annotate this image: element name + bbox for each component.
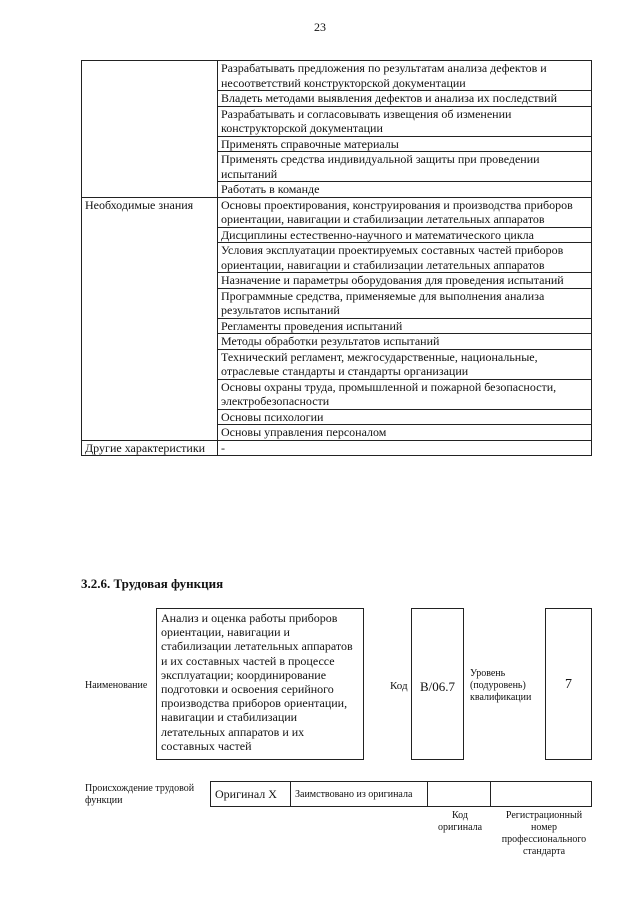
row-item: - — [218, 440, 592, 456]
reg-number-label: Регистрационный номер профессионального стандарта — [501, 810, 587, 857]
code-label: Код — [390, 680, 408, 692]
row-item: Разрабатывать и согласовывать извещения об изменении конструкторской документации — [218, 106, 592, 136]
code-original-label: Код оригинала — [437, 810, 483, 833]
row-item: Назначение и параметры оборудования для проведения испытаний — [218, 273, 592, 289]
origin-borrowed-cell — [291, 782, 428, 807]
origin-code-cell — [428, 782, 491, 807]
origin-label: Происхождение трудовой функции — [85, 783, 195, 806]
name-label: Наименование — [85, 680, 148, 691]
row-item: Программные средства, применяемые для выполнения анализа результатов испытаний — [218, 288, 592, 318]
level-label: Уровень (подуровень) квалификации — [470, 668, 532, 703]
row-item: Владеть методами выявления дефектов и анализа их последствий — [218, 91, 592, 107]
row-item: Технический регламент, межгосударственные, национальные, отраслевые стандарты и стандарты организации — [218, 349, 592, 379]
row-item: Дисциплины естественно-научного и математического цикла — [218, 227, 592, 243]
row-item: Основы проектирования, конструирования и производства приборов ориентации, навигации и стабилизации летательных аппаратов — [218, 197, 592, 227]
function-name-text: Анализ и оценка работы приборов ориентации, навигации и стабилизации летательных аппаратов и их составных частей в процессе эксплуатации; координирование подготовки и освоения серийного производства приборов ориентации, навигации и стабилизации летательных аппаратов и их составных частей — [161, 611, 353, 753]
origin-original-cell — [211, 782, 291, 807]
section-heading: 3.2.6. Трудовая функция — [81, 576, 224, 591]
row-item: Работать в команде — [218, 182, 592, 198]
row-item: Применять справочные материалы — [218, 136, 592, 152]
level-value: 7 — [565, 677, 572, 692]
level-box — [545, 608, 592, 760]
row-label — [82, 61, 218, 198]
row-item: Основы психологии — [218, 409, 592, 425]
row-item: Разрабатывать предложения по результатам анализа дефектов и несоответствий конструкторской документации — [218, 61, 592, 91]
origin-original: Оригинал X — [215, 786, 277, 801]
row-item: Основы охраны труда, промышленной и пожарной безопасности, электробезопасности — [218, 379, 592, 409]
row-item: Условия эксплуатации проектируемых составных частей приборов ориентации, навигации и стабилизации летательных аппаратов — [218, 243, 592, 273]
row-item: Применять средства индивидуальной защиты при проведении испытаний — [218, 152, 592, 182]
skills-table — [81, 60, 592, 456]
code-box — [411, 608, 464, 760]
row-item: Методы обработки результатов испытаний — [218, 334, 592, 350]
function-name-box — [156, 608, 364, 760]
row-label: Необходимые знания — [82, 197, 218, 440]
row-item: Регламенты проведения испытаний — [218, 318, 592, 334]
origin-reg-cell — [491, 782, 592, 807]
origin-borrowed: Заимствовано из оригинала — [295, 788, 413, 800]
origin-table — [210, 781, 592, 807]
page-number: 23 — [314, 20, 326, 34]
row-label: Другие характеристики — [82, 440, 218, 456]
table-row — [82, 440, 592, 456]
table-row — [82, 61, 592, 91]
table-row — [82, 197, 592, 227]
code-value: B/06.7 — [419, 679, 456, 694]
row-item: Основы управления персоналом — [218, 425, 592, 441]
